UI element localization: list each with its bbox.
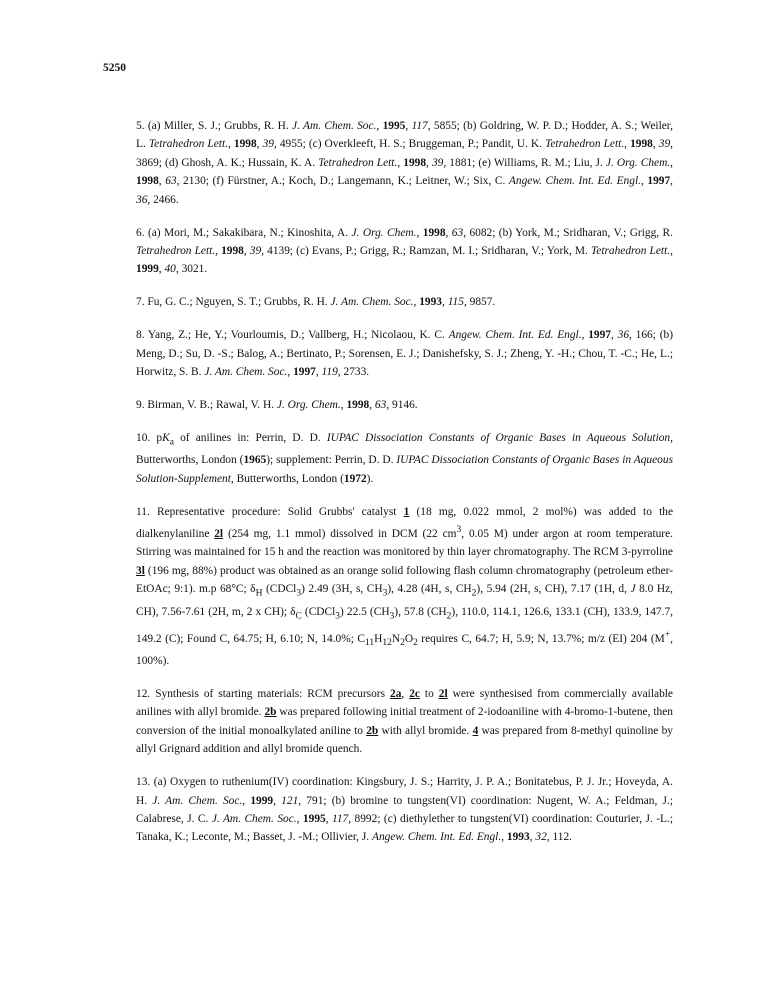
reference-6: 6. (a) Mori, M.; Sakakibara, N.; Kinoshita, A. J. Org. Chem., 1998, 63, 6082; (b) York, M.; Sridharan, V.; Grigg, R. Tetrahedron Lett., 1998, 39, 4139; (c) Evans, P.; Grigg, R.; Ramzan, M. I.; Sridharan, V.; York, M. Tetrahedron Lett., 1999, 40, 3021. — [136, 226, 673, 276]
page-number: 5250 — [103, 62, 126, 74]
reference-8: 8. Yang, Z.; He, Y.; Vourloumis, D.; Vallberg, H.; Nicolaou, K. C. Angew. Chem. Int. Ed. Engl., 1997, 36, 166; (b) Meng, D.; Su, D. -S.; Balog, A.; Bertinato, P.; Sorensen, E. J.; Danishefsky, S. J.; Zheng, Y. -H.; Chou, T. -C.; He, L.; Horwitz, S. B. J. Am. Chem. Soc., 1997, 119, 2733. — [136, 329, 673, 378]
reference-13: 13. (a) Oxygen to ruthenium(IV) coordination: Kingsbury, J. S.; Harrity, J. P. A.; Bonitatebus, P. J. Jr.; Hoveyda, A. H. J. Am. Chem. Soc., 1999, 121, 791; (b) bromine to tungsten(VI) coordination: Nugent, W. A.; Feldman, J.; Calabrese, J. C. J. Am. Chem. Soc., 1995, 117, 8992; (c) diethylether to tungsten(VI) coordination: Couturier, J. -L.; Tanaka, K.; Leconte, M.; Basset, J. -M.; Ollivier, J. Angew. Chem. Int. Ed. Engl., 1993, 32, 112. — [136, 776, 673, 844]
reference-10: 10. $pK_a$ of anilines in: Perrin, D. D. IUPAC Dissociation Constants of Organic Bases in Aqueous Solution, Butterworths, London (1965); supplement: Perrin, D. D. IUPAC Dissociation Constants of Organic Bases in Aqueous Solution-Supplement, Butterworths, London (1972). — [136, 431, 674, 485]
reference-12: 12. Synthesis of starting materials: RCM precursors 2a, 2c to 2l were synthesised from commercially available anilines with allyl bromide. 2b was prepared following initial treatment of 2-iodoaniline with 4-bromo-1-butene, then conversion of the initial monoalkylated aniline to 2b with allyl bromide. 4 was prepared from 8-methyl quinoline by allyl Grignard addition and allyl bromide quench. — [136, 687, 674, 756]
reference-7: 7. Fu, G. C.; Nguyen, S. T.; Grubbs, R. H. J. Am. Chem. Soc., 1993, 115, 9857. — [136, 296, 496, 309]
reference-5: 5. (a) Miller, S. J.; Grubbs, R. H. J. Am. Chem. Soc., 1995, 117, 5855; (b) Goldring, W. P. D.; Hodder, A. S.; Weiler, L. Tetrahedron Lett., 1998, 39, 4955; (c) Overkleeft, H. S.; Bruggeman, P.; Pandit, U. K. Tetrahedron Lett., 1998, 39, 3869; (d) Ghosh, A. K.; Hussain, K. A. Tetrahedron Lett., 1998, 39, 1881; (e) Williams, R. M.; Liu, J. J. Org. Chem., 1998, 63, 2130; (f) Fürstner, A.; Koch, D.; Langemann, K.; Leitner, W.; Six, C. Angew. Chem. Int. Ed. Engl., 1997, 36, 2466. — [136, 120, 674, 206]
reference-list — [136, 117, 673, 861]
reference-9: 9. Birman, V. B.; Rawal, V. H. J. Org. Chem., 1998, 63, 9146. — [136, 398, 418, 411]
reference-11: 11. Representative procedure: Solid Grubbs' catalyst 1 (18 mg, 0.022 mmol, 2 mol%) was added to the dialkenylaniline 2l (254 mg, 1.1 mmol) dissolved in DCM (22 $cm^3$, 0.05 M) under argon at room temperature. Stirring was maintained for 15 h and the reaction was monitored by thin layer chromatography. The RCM 3-pyrroline 3l (196 mg, 88%) product was obtained as an orange solid following flash column chromatography (petroleum ether-EtOAc; 9:1). m.p 68°C; $\delta_H$ (CDCl$_3$) 2.49 (3H, s, $CH_3$), 4.28 (4H, s, $CH_2$), 5.94 (2H, s, CH), 7.17 (1H, d, J 8.0 Hz, CH), 7.56-7.61 (2H, m, 2 x CH); $\delta_C$ (CDCl$_3$) 22.5 $(CH_3)$, 57.8 $(CH_2)$, 110.0, 114.1, 126.6, 133.1 (CH), 133.9, 147.7, 149.2 (C); Found C, 64.75; H, 6.10; N, 14.0%; $C_{11}H_{12}N_2O_2$ requires C, 64.7; H, 5.9; N, 13.7%; m/z (EI) 204 (M+, 100%). — [136, 505, 674, 668]
